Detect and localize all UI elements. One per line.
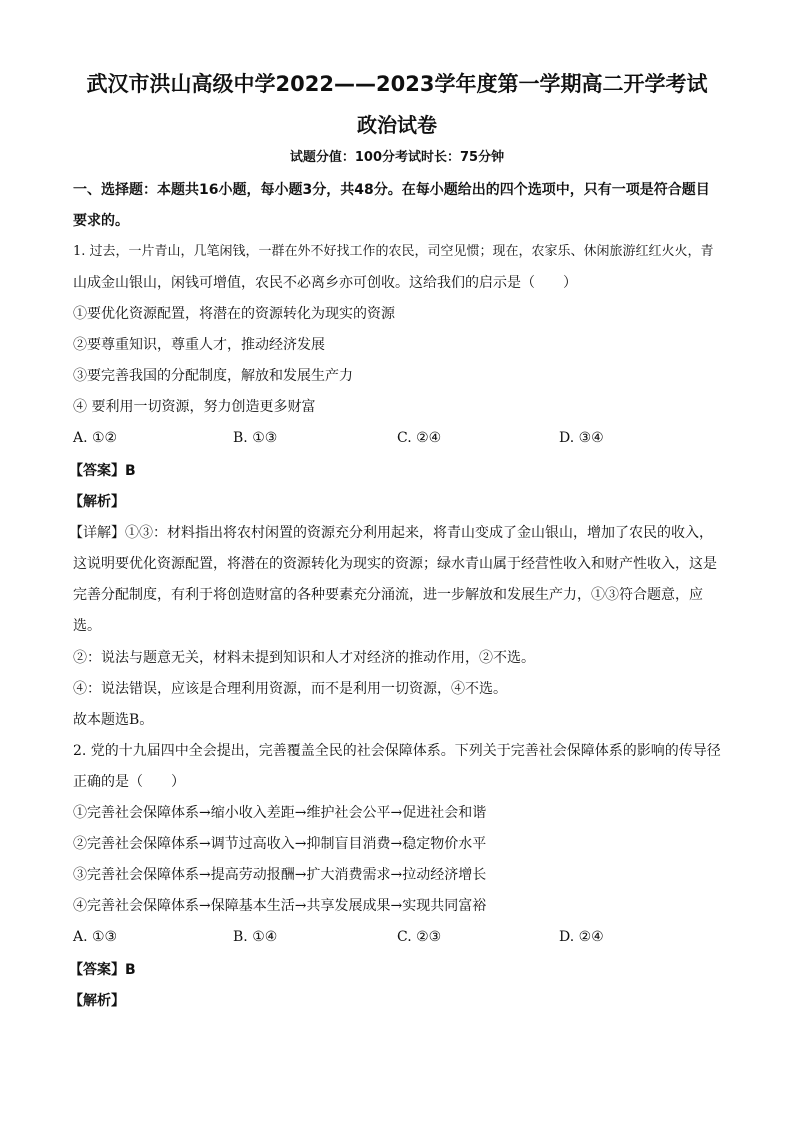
q1-option-a: A. ①② [73,430,118,446]
q1-conclusion: 故本题选B。 [73,712,154,728]
q1-stem: 1. 过去，一片青山，几笔闲钱，一群在外不好找工作的农民，司空见惯；现在，农家乐、休闲旅游红红火火，青 [73,244,714,259]
q1-detail-1: 【详解】①③：材料指出将农村闲置的资源充分利用起来，将青山变成了金山银山，增加了农民的收入， [69,525,713,541]
q1-answer: 【答案】B [69,463,136,479]
q2-stem-cont: 正确的是（ ） [73,774,185,790]
q1-option-b: B. ①③ [233,430,278,446]
q2-option-c: C. ②③ [397,929,442,945]
section-heading-cont: 要求的。 [73,213,129,229]
q2-option-d: D. ②④ [559,929,604,945]
q1-detail-3: 完善分配制度，有利于将创造财富的各种要素充分涌流，进一步解放和发展生产力，①③符合题意，应 [73,587,703,603]
q2-options [73,927,723,947]
q1-detail-6: ④：说法错误，应该是合理利用资源，而不是利用一切资源，④不选。 [73,681,507,697]
q1-detail-4: 选。 [73,618,101,634]
exam-subject: 政治试卷 [357,113,437,137]
q1-statement-3: ③要完善我国的分配制度，解放和发展生产力 [73,368,353,384]
q1-detail-2: 这说明要优化资源配置，将潜在的资源转化为现实的资源；绿水青山属于经营性收入和财产性收入，这是 [73,556,717,572]
q1-options [73,428,723,448]
q1-option-d: D. ③④ [559,430,604,446]
q2-option-a: A. ①③ [73,929,118,945]
q2-statement-4: ④完善社会保障体系→保障基本生活→共享发展成果→实现共同富裕 [73,898,487,914]
exam-title: 武汉市洪山高级中学2022——2023学年度第一学期高二开学考试 [86,72,708,96]
q2-option-b: B. ①④ [233,929,278,945]
q1-option-c: C. ②④ [397,430,442,446]
q1-analysis-tag: 【解析】 [69,494,125,510]
q2-statement-1: ①完善社会保障体系→缩小收入差距→维护社会公平→促进社会和谐 [73,805,487,821]
q2-answer: 【答案】B [69,962,136,978]
section-heading: 一、选择题：本题共16小题，每小题3分，共48分。在每小题给出的四个选项中，只有一项是符合题目 [73,182,710,198]
q1-statement-2: ②要尊重知识，尊重人才，推动经济发展 [73,337,325,353]
q1-detail-5: ②：说法与题意无关，材料未提到知识和人才对经济的推动作用，②不选。 [73,650,535,666]
q2-analysis-tag: 【解析】 [69,993,125,1009]
q1-stem-cont: 山成金山银山，闲钱可增值，农民不必离乡亦可创收。这给我们的启示是（ ） [73,275,577,291]
q2-statement-2: ②完善社会保障体系→调节过高收入→抑制盲目消费→稳定物价水平 [73,836,487,852]
q2-stem: 2. 党的十九届四中全会提出，完善覆盖全民的社会保障体系。下列关于完善社会保障体系的影响的传导径 [73,743,721,759]
q1-statement-1: ①要优化资源配置，将潜在的资源转化为现实的资源 [73,306,395,322]
q2-statement-3: ③完善社会保障体系→提高劳动报酬→扩大消费需求→拉动经济增长 [73,867,487,883]
exam-meta: 试题分值：100分考试时长：75分钟 [289,150,505,165]
q1-statement-4: ④ 要利用一切资源，努力创造更多财富 [73,399,316,415]
